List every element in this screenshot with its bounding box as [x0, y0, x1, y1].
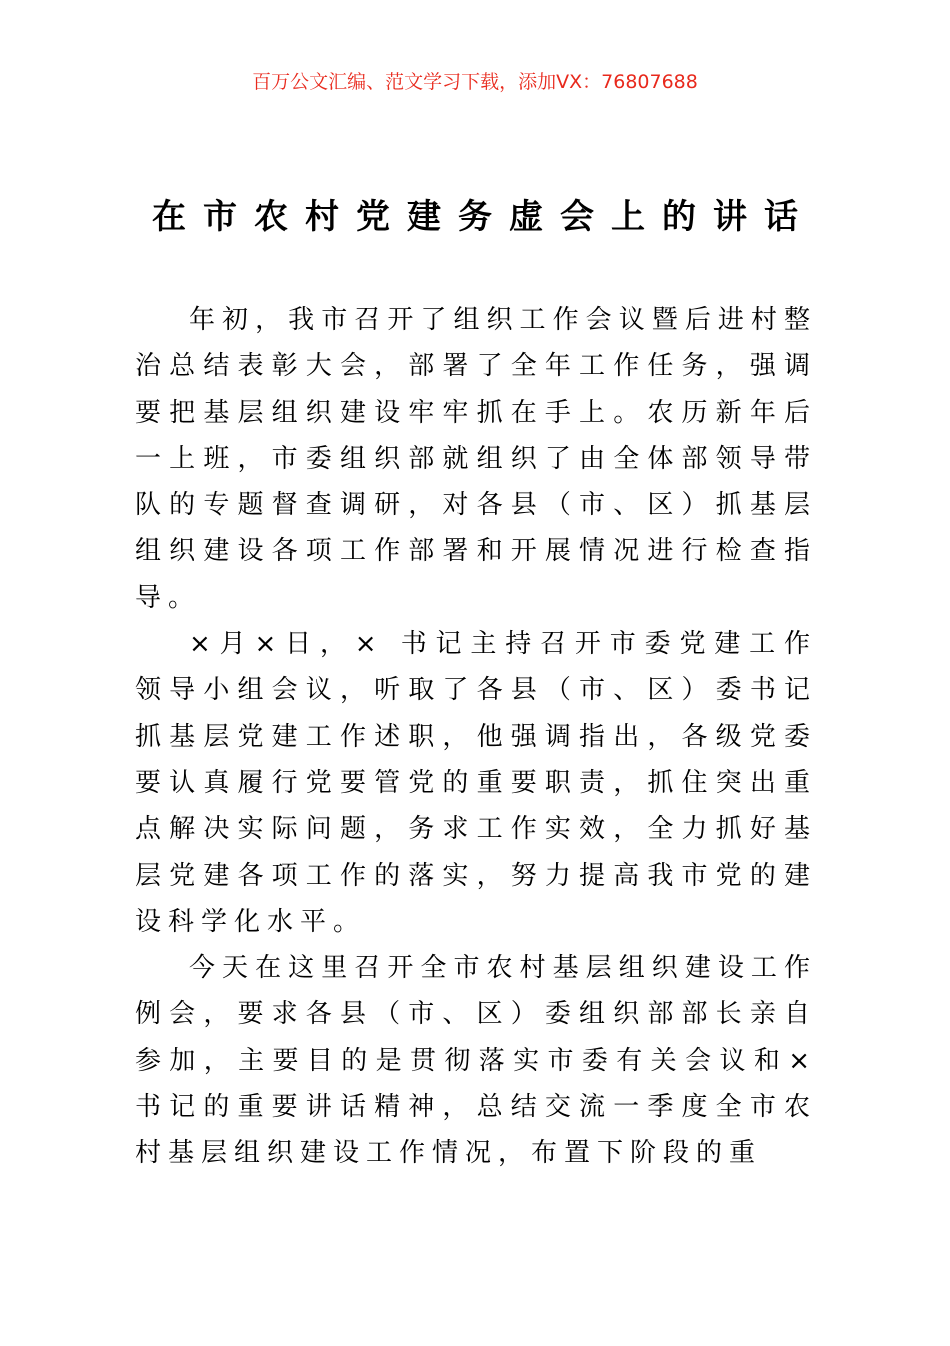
document-body: [135, 297, 817, 1177]
document-title: 在市农村党建务虚会上的讲话: [152, 197, 815, 237]
paragraph-2: ×月×日，× 书记主持召开市委党建工作领导小组会议，听取了各县（市、区）委书记抓基层党建工作述职，他强调指出，各级党委要认真履行党要管党的重要职责，抓住突出重点解决实际问题，务求工作实效，全力抓好基层党建各项工作的落实，努力提高我市党的建设科学化水平。: [135, 629, 817, 937]
paragraph-3: 今天在这里召开全市农村基层组织建设工作例会，要求各县（市、区）委组织部部长亲自参加，主要目的是贯彻落实市委有关会议和×书记的重要讲话精神，总结交流一季度全市农村基层组织建设工作情况，布置下阶段的重: [135, 953, 817, 1169]
paragraph-1: 年初，我市召开了组织工作会议暨后进村整治总结表彰大会，部署了全年工作任务，强调要把基层组织建设牢牢抓在手上。农历新年后一上班，市委组织部就组织了由全体部领导带队的专题督查调研，对各县（市、区）抓基层组织建设各项工作部署和开展情况进行检查指导。: [135, 305, 817, 613]
header-watermark-note: 百万公文汇编、范文学习下载，添加VX：76807688: [252, 71, 698, 93]
